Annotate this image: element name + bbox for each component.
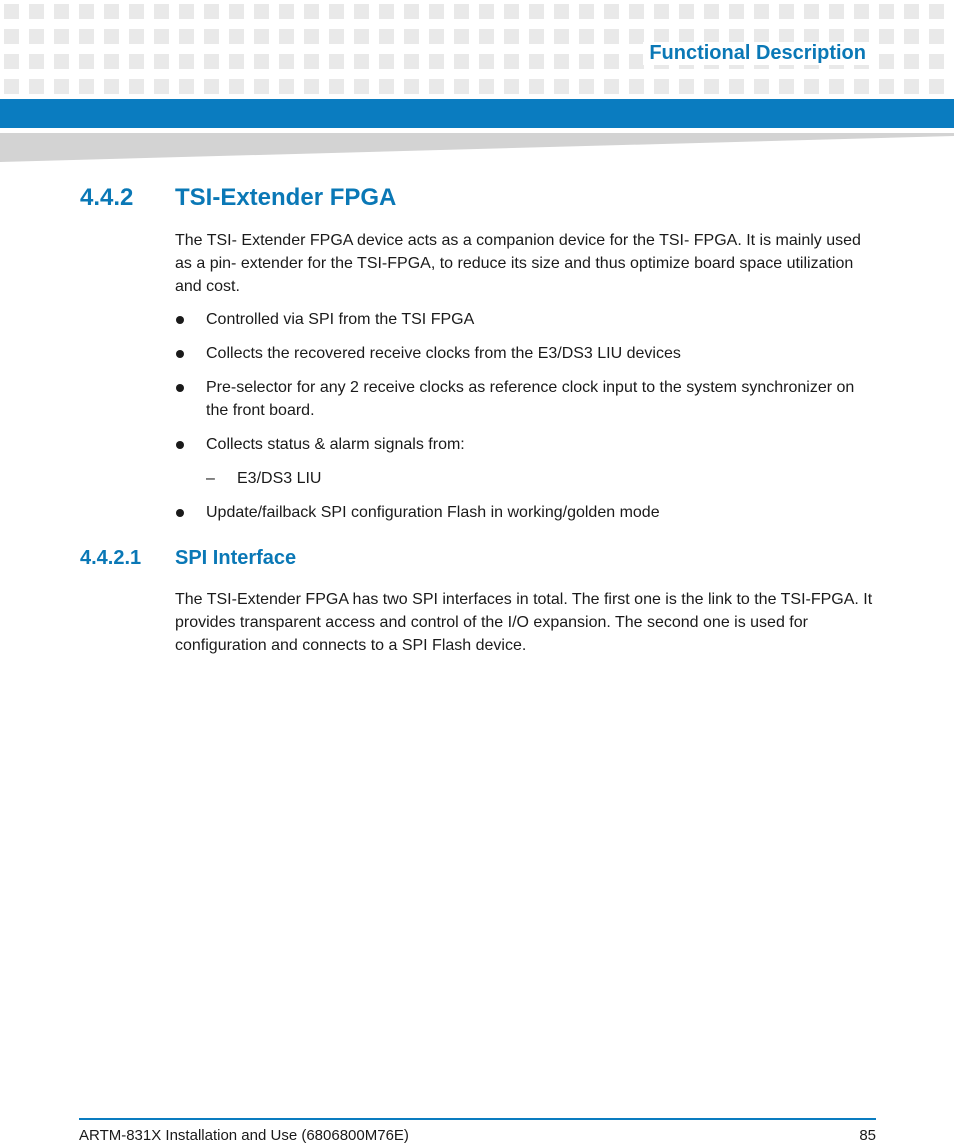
footer-document-title: ARTM-831X Installation and Use (6806800M76E) <box>79 1127 409 1144</box>
header-grey-wedge <box>0 128 954 164</box>
bullet-icon <box>176 384 184 392</box>
section-title: TSI-Extender FPGA <box>175 184 397 211</box>
header-blue-band <box>0 99 954 128</box>
sub-list-item-text: E3/DS3 LIU <box>237 470 322 487</box>
sub-list <box>206 467 877 490</box>
running-header-section-label: Functional Description <box>643 42 872 65</box>
list-item-text: Collects the recovered receive clocks from the E3/DS3 LIU devices <box>206 345 681 362</box>
list-item-text: Controlled via SPI from the TSI FPGA <box>206 311 475 328</box>
subsection-body-paragraph: The TSI-Extender FPGA has two SPI interfaces in total. The first one is the link to the TSI-FPGA. It provides transparent access and control of the I/O expansion. The second one is used for configuration and connects to a SPI Flash device. <box>175 591 873 654</box>
list-item <box>175 376 877 422</box>
list-item <box>175 501 877 524</box>
list-item-text: Update/failback SPI configuration Flash in working/golden mode <box>206 504 660 521</box>
subsection-heading <box>80 547 296 570</box>
subsection-number: 4.4.2.1 <box>80 547 142 569</box>
bullet-icon <box>176 316 184 324</box>
section-intro-paragraph: The TSI- Extender FPGA device acts as a companion device for the TSI- FPGA. It is mainly used as a pin- extender for the TSI-FPGA, to reduce its size and thus optimize board space utilization and cost. <box>175 232 861 295</box>
list-item-text: Pre-selector for any 2 receive clocks as reference clock input to the system synchronizer on the front board. <box>206 379 855 419</box>
list-item <box>175 308 877 331</box>
list-item-text: Collects status & alarm signals from: <box>206 436 465 453</box>
bullet-icon <box>176 509 184 517</box>
dash-marker: – <box>206 470 215 487</box>
bullet-icon <box>176 441 184 449</box>
footer-page-number: 85 <box>859 1127 876 1144</box>
sub-list-item <box>206 467 877 490</box>
section-heading <box>80 184 396 212</box>
list-item <box>175 433 877 490</box>
list-item <box>175 342 877 365</box>
footer-divider <box>79 1118 876 1120</box>
subsection-title: SPI Interface <box>175 547 297 569</box>
section-number: 4.4.2 <box>80 184 134 211</box>
bullet-icon <box>176 350 184 358</box>
feature-bullet-list <box>175 308 877 535</box>
